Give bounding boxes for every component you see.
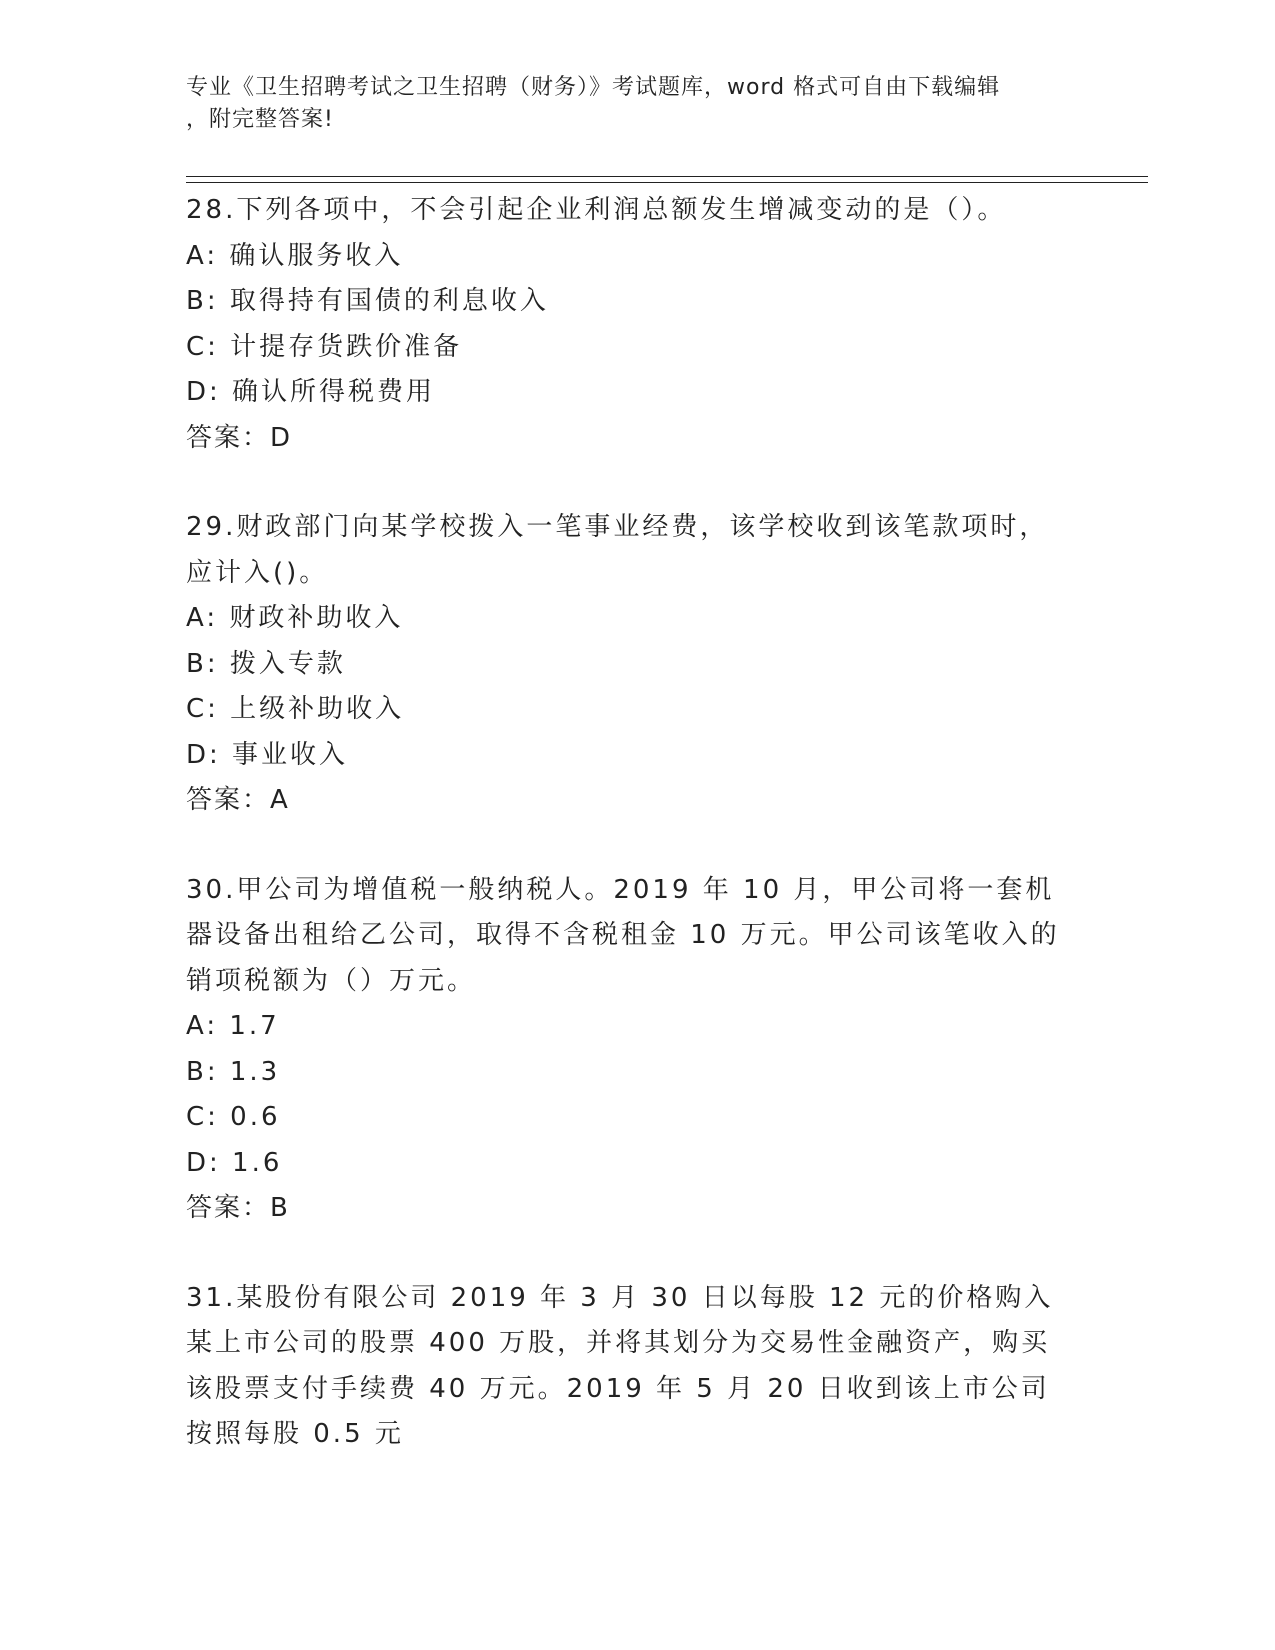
question-28: [186, 188, 1066, 461]
question-text: 31.某股份有限公司 2019 年 3 月 30 日以每股 12 元的价格购入某上市公司的股票 400 万股，并将其划分为交易性金融资产，购买该股票支付手续费 40 万元。2019 年 5 月 20 日收到该上市公司按照每股 0.5 元: [186, 1282, 1054, 1449]
answer-line: 答案：A: [186, 785, 290, 815]
answer-line: 答案：B: [186, 1193, 290, 1223]
option-c: C: 0.6: [186, 1102, 281, 1132]
question-30: [186, 868, 1066, 1232]
question-text: 30.甲公司为增值税一般纳税人。2019 年 10 月，甲公司将一套机器设备出租给乙公司，取得不含税租金 10 万元。甲公司该笔收入的销项税额为（）万元。: [186, 874, 1060, 996]
option-b: B: 1.3: [186, 1056, 281, 1087]
question-29: [186, 505, 1066, 824]
answer-line: 答案：D: [186, 422, 293, 453]
document-header: [186, 72, 1066, 136]
header-line-2: ，附完整答案!: [186, 107, 334, 132]
option-c: C: 计提存货跌价准备: [186, 331, 463, 362]
spacer: [186, 824, 1066, 868]
header-divider-top: [186, 176, 1148, 177]
header-divider-bottom: [186, 182, 1148, 183]
spacer: [186, 461, 1066, 505]
option-d: D: 确认所得税费用: [186, 377, 436, 407]
option-a: A: 确认服务收入: [186, 240, 404, 271]
spacer: [186, 1232, 1066, 1276]
option-d: D: 事业收入: [186, 739, 349, 770]
option-b: B: 拨入专款: [186, 648, 346, 679]
header-line-1: 专业《卫生招聘考试之卫生招聘（财务）》考试题库，word 格式可自由下载编辑: [186, 75, 1001, 100]
question-31: [186, 1276, 1066, 1458]
question-text: 29.财政部门向某学校拨入一笔事业经费，该学校收到该笔款项时，应计入()。: [186, 512, 1049, 588]
option-d: D: 1.6: [186, 1147, 283, 1178]
question-list: [186, 188, 1066, 1458]
option-a: A: 财政补助收入: [186, 603, 404, 633]
option-c: C: 上级补助收入: [186, 694, 405, 724]
option-a: A: 1.7: [186, 1011, 280, 1041]
option-b: B: 取得持有国债的利息收入: [186, 286, 549, 316]
question-text: 28.下列各项中，不会引起企业利润总额发生增减变动的是（）。: [186, 195, 1007, 225]
